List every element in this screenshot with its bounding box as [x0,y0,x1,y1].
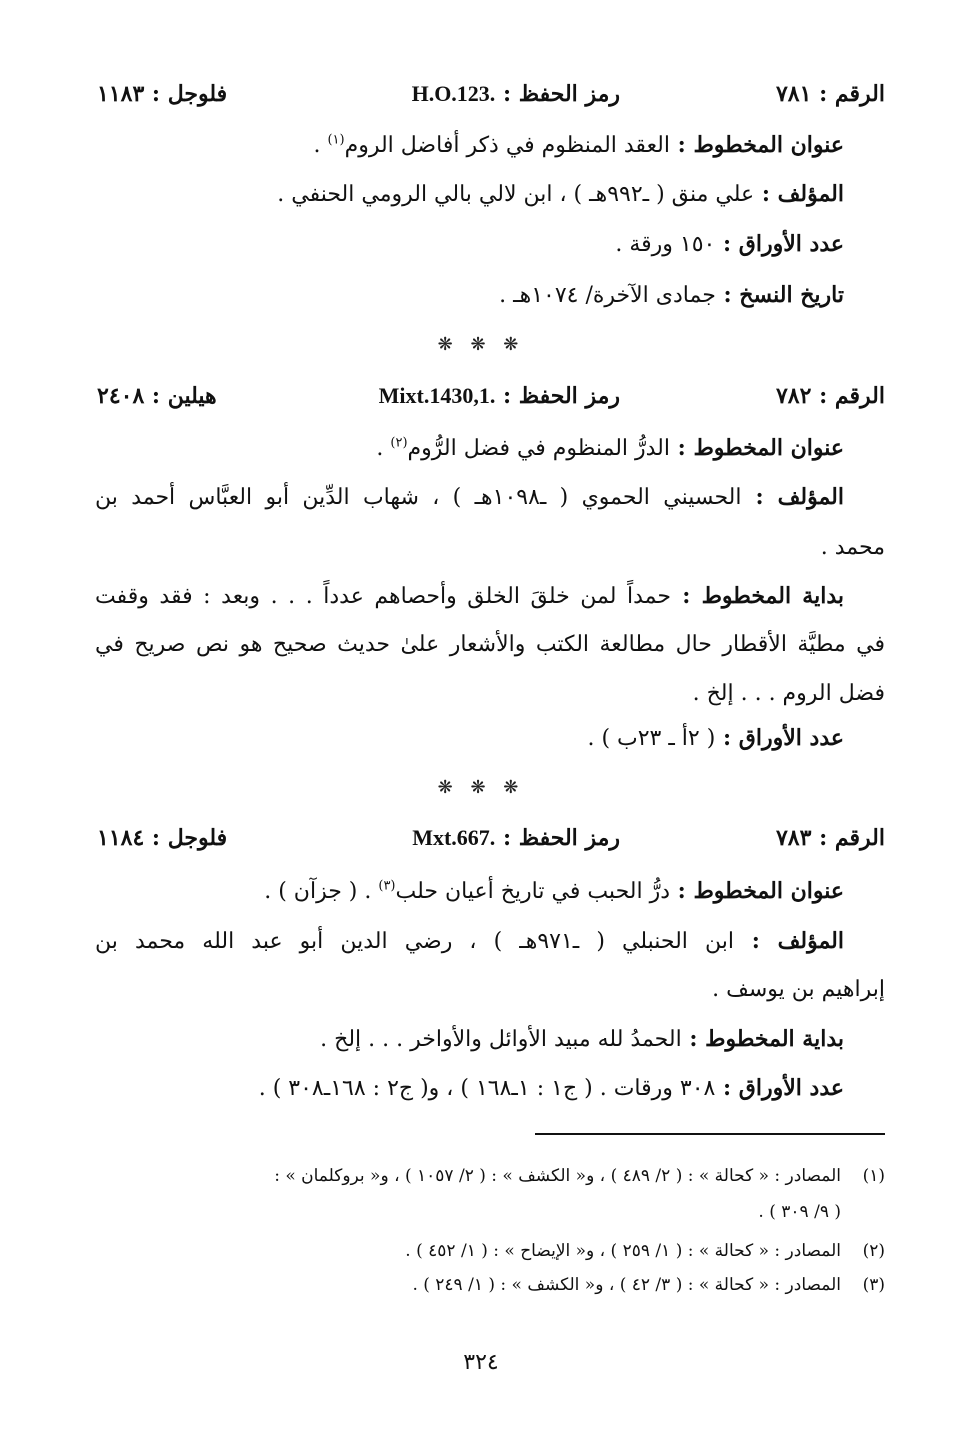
author-value: علي منق ( ـ٩٩٢هـ ) ، ابن لالي بالي الرومي الحنفي . [277,182,755,207]
catalog-reference: هيلين : ٢٤٠٨ [97,383,217,409]
leaves-label: عدد الأوراق : [715,1075,844,1101]
leaves-label: عدد الأوراق : [715,725,844,751]
author-value: ابن الحنبلي ( ـ٩٧١هـ ) ، رضي الدين أبو عبد الله محمد بن [95,929,734,954]
footnote-1 [95,1162,885,1190]
title-value: العقد المنظوم في ذكر أفاضل الروم [344,133,670,158]
manuscript-title-line [95,130,844,161]
copy-date-line [95,280,844,311]
shelfmark [412,822,620,854]
entry-783-header [97,822,885,854]
author-value: الحسيني الحموي ( ـ١٠٩٨هـ ) ، شهاب الدِّين أبو العبَّاس أحمد بن [95,485,742,510]
leaves-label: عدد الأوراق : [715,231,844,257]
author-line [95,179,844,210]
entry-number: الرقم : ٧٨٣ [775,825,885,851]
title-label: عنوان المخطوط : [670,878,844,904]
title-value: الدرُّ المنظوم في فضل الرُّوم [407,436,670,461]
footnote-1-continued: ( ٩/ ٣٠٩ ) . [758,1202,841,1222]
shelfmark-value: H.O.123. [411,81,496,106]
author-line-continued: محمد . [820,535,885,560]
entry-781-header [97,78,885,110]
title-end: . [313,133,328,158]
author-label: المؤلف : [733,928,844,954]
shelfmark [412,78,620,110]
page-number: ٣٢٤ [463,1350,499,1375]
incipit-value: الحمدُ لله مبيد الأوائل والأواخر . . . إلخ . [320,1027,682,1052]
author-label: المؤلف : [741,484,844,510]
catalog-reference: فلوجل : ١١٨٤ [97,825,228,851]
entry-number: الرقم : ٧٨٢ [775,383,885,409]
section-separator: ❋ ❋ ❋ [437,334,525,355]
copy-date-label: تاريخ النسخ : [715,282,844,308]
leaves-line [95,723,844,754]
footnote-divider [535,1133,885,1135]
footnote-text: المصادر : « كحالة » : ( ١/ ٢٥٩ ) ، و« الإيضاح » : ( ١/ ٤٥٢ ) . [405,1241,841,1261]
shelfmark-label: رمز الحفظ : [495,81,620,107]
copy-date-value: جمادى الآخرة/ ١٠٧٤هـ . [499,283,716,308]
footnote-number: (١) [862,1166,885,1186]
footnote-text: المصادر : « كحالة » : ( ٣/ ٤٢ ) ، و« الكشف » : ( ١/ ٢٤٩ ) . [412,1275,841,1295]
title-end: . [376,436,391,461]
entry-782-header [97,380,885,412]
leaves-line [95,1073,844,1104]
incipit-value: حمداً لمن خلقَ الخلق وأحصاهم عدداً . . . وبعد : فقد وقفت [95,584,672,609]
section-separator: ❋ ❋ ❋ [437,777,525,798]
leaves-line [95,229,844,260]
entry-number: الرقم : ٧٨١ [775,81,885,107]
incipit-label: بداية المخطوط : [671,583,844,609]
footnote-text: المصادر : « كحالة » : ( ٢/ ٤٨٩ ) ، و« الكشف » : ( ٢/ ١٠٥٧ ) ، و« بروكلمان » : [274,1166,841,1186]
title-label: عنوان المخطوط : [670,435,844,461]
title-value: درُّ الحبب في تاريخ أعيان حلب [395,879,670,904]
footnote-ref: (٣) [378,878,396,894]
incipit-line [95,1024,844,1055]
shelfmark-value: Mxt.667. [412,825,496,850]
footnote-2 [95,1237,885,1265]
title-end: . ( جزآن ) . [264,879,379,904]
author-line-continued: إبراهيم بن يوسف . [712,977,885,1002]
manuscript-title-line [95,876,844,907]
footnote-ref: (١) [327,132,345,148]
shelfmark [379,380,620,412]
incipit-line-continued: في مطيَّة الأقطار حال مطالعة الكتب والأشعار علىٰ حديث صحيح هو نص صريح في [95,632,885,657]
leaves-value: ١٥٠ ورقة . [615,232,716,257]
footnote-number: (٣) [862,1275,885,1295]
incipit-line-end: فضل الروم . . . إلخ . [692,681,885,706]
author-line [95,482,844,513]
footnote-3 [95,1271,885,1299]
footnote-ref: (٢) [390,435,408,451]
footnote-number: (٢) [862,1241,885,1261]
author-label: المؤلف : [754,181,844,207]
leaves-value: ( ٢أ ـ ٢٣ب ) . [587,726,716,751]
manuscript-title-line [95,433,844,464]
title-label: عنوان المخطوط : [670,132,844,158]
incipit-label: بداية المخطوط : [681,1026,844,1052]
shelfmark-value: Mixt.1430,1. [378,383,496,408]
shelfmark-label: رمز الحفظ : [495,383,620,409]
shelfmark-label: رمز الحفظ : [495,825,620,851]
leaves-value: ٣٠٨ ورقات . ( ج١ : ١ـ١٦٨ ) ، و( ج٢ : ١٦٨ـ٣٠٨ ) . [258,1076,716,1101]
catalog-reference: فلوجل : ١١٨٣ [97,81,228,107]
incipit-line [95,581,844,612]
author-line [95,926,844,957]
